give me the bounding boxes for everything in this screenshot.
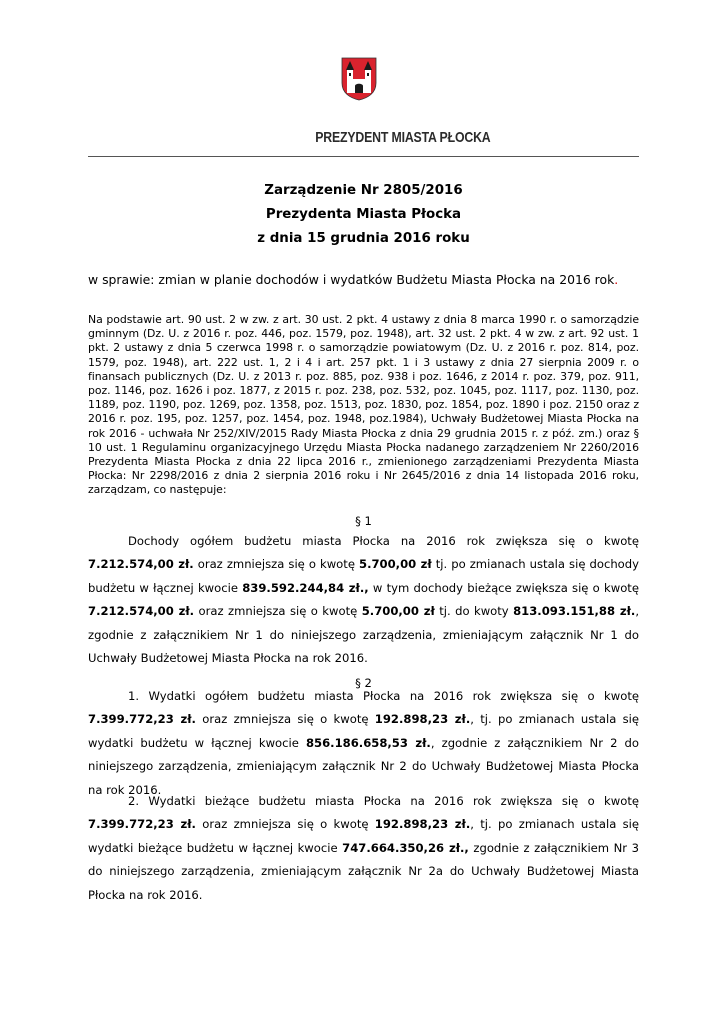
subject-text: w sprawie: zmian w planie dochodów i wydatków Budżetu Miasta Płocka na 2016 rok: [88, 272, 615, 287]
amount: 7.399.772,23 zł.: [88, 817, 196, 832]
title-line-3: z dnia 15 grudnia 2016 roku: [257, 231, 470, 246]
amount: 747.664.350,26 zł.,: [342, 840, 469, 855]
amount: 839.592.244,84 zł.,: [242, 580, 369, 595]
crest-window-right: [367, 73, 369, 76]
title-line-1: Zarządzenie Nr 2805/2016: [264, 183, 463, 198]
amount: 5.700,00 zł: [361, 604, 435, 619]
amount: 856.186.658,53 zł.: [305, 735, 431, 750]
section-2-point-1: 1. Wydatki ogółem budżetu miasta Płocka na 2016 rok zwiększa się o kwotę 7.399.772,23 zł. oraz zmniejsza się o kwotę 192.898,23 zł., tj. po zmianach ustala się wydatki budżetu w łącznej kwocie 856.186.658,53 zł., zgodnie z załącznikiem Nr 2 do niniejszego zarządzenia, zmieniającym załącznik Nr 2 do Uchwały Budżetowej Miasta Płocka na rok 2016.: [88, 689, 639, 797]
amount: 7.399.772,23 zł.: [88, 712, 196, 727]
legal-basis: Na podstawie art. 90 ust. 2 w zw. z art. 30 ust. 2 pkt. 4 ustawy z dnia 8 marca 1990 r. o samorządzie gminnym (Dz. U. z 2016 r. poz. 446, poz. 1579, poz. 1948), art. 32 ust. 2 pkt. 4 w zw. z art. 92 ust. 1 pkt. 2 ustawy z dnia 5 czerwca 1998 r. o samorządzie powiatowym (Dz. U. z 2016 r. poz. 814, poz. 1579, poz. 1948), art. 222 ust. 1, 2 i 4 i art. 257 pkt. 1 i 3 ustawy z dnia 27 sierpnia 2009 r. o finansach publicznych (Dz. U. z 2013 r. poz. 885, poz. 938 i poz. 1646, z 2014 r. poz. 379, poz. 911, poz. 1146, poz. 1626 i poz. 1877, z 2015 r. poz. 238, poz. 532, poz. 1045, poz. 1117, poz. 1130, poz. 1189, poz. 1190, poz. 1269, poz. 1358, poz. 1513, poz. 1830, poz. 1854, poz. 1890 i poz. 2150 oraz z 2016 r. poz. 195, poz. 1257, poz. 1454, poz. 1948, poz.1984), Uchwały Budżetowej Miasta Płocka na rok 2016 - uchwała Nr 252/XIV/2015 Rady Miasta Płocka z dnia 29 grudnia 2015 r. z póź. zm.) oraz § 10 ust. 1 Regulaminu organizacyjnego Urzędu Miasta Płocka nadanego zarządzeniem Nr 2260/2016 Prezydenta Miasta Płocka z dnia 22 lipca 2016 r., zmienionego zarządzeniami Prezydenta Miasta Płocka: Nr 2298/2016 z dnia 2 sierpnia 2016 roku i Nr 2645/2016 z dnia 14 listopada 2016 roku, zarządzam, co następuje:: [88, 313, 639, 497]
section-1-mark: § 1: [355, 514, 372, 528]
document-title: [88, 179, 639, 251]
section-2-mark: § 2: [355, 676, 372, 690]
city-crest-icon: [341, 57, 377, 101]
crest-gate: [355, 84, 363, 93]
office-header: [0, 127, 724, 146]
title-line-2: Prezydenta Miasta Płocka: [265, 207, 462, 222]
header-divider: [88, 156, 639, 157]
amount: 813.093.151,88 zł.: [513, 604, 636, 619]
office-name: PREZYDENT MIASTA PŁOCKA: [315, 129, 491, 146]
amount: 192.898,23 zł.: [374, 712, 471, 727]
amount: 7.212.574,00 zł.: [88, 604, 195, 619]
section-1-text: Dochody ogółem budżetu miasta Płocka na 2016 rok zwiększa się o kwotę 7.212.574,00 zł. oraz zmniejsza się o kwotę 5.700,00 zł tj. po zmianach ustala się dochody budżetu w łącznej kwocie 839.592.244,84 zł., w tym dochody bieżące zwiększa się o kwotę 7.212.574,00 zł. oraz zmniejsza się o kwotę 5.700,00 zł tj. do kwoty 813.093.151,88 zł., zgodnie z załącznikiem Nr 1 do niniejszego zarządzenia, zmieniającym załącznik Nr 1 do Uchwały Budżetowej Miasta Płocka na rok 2016.: [88, 534, 639, 666]
amount: 7.212.574,00 zł.: [88, 557, 194, 572]
document-subject: [88, 271, 639, 289]
subject-end: .: [614, 272, 619, 287]
amount: 192.898,23 zł.: [374, 817, 471, 832]
amount: 5.700,00 zł: [359, 557, 432, 572]
crest-window-left: [349, 73, 351, 76]
section-2-point-2: 2. Wydatki bieżące budżetu miasta Płocka na 2016 rok zwiększa się o kwotę 7.399.772,23 zł. oraz zmniejsza się o kwotę 192.898,23 zł., tj. po zmianach ustala się wydatki bieżące budżetu w łącznej kwocie 747.664.350,26 zł., zgodnie z załącznikiem Nr 3 do niniejszego zarządzenia, zmieniającym załącznik Nr 2a do Uchwały Budżetowej Miasta Płocka na rok 2016.: [88, 794, 639, 902]
